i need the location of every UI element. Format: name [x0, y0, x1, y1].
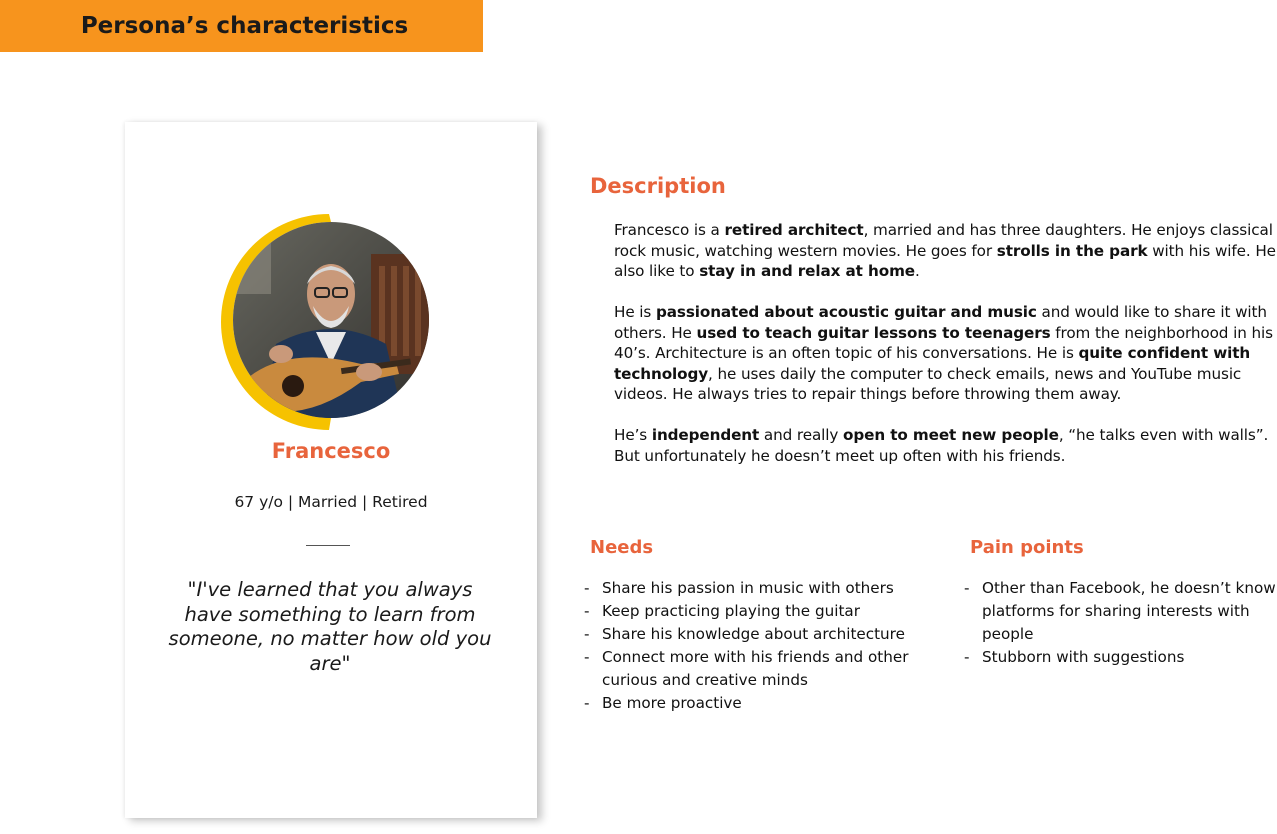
needs-item-text: Connect more with his friends and other curious and creative minds — [602, 648, 909, 689]
needs-item-text: Keep practicing playing the guitar — [602, 602, 860, 620]
needs-item-text: Share his passion in music with others — [602, 579, 894, 597]
description-text: Francesco is a — [614, 221, 725, 239]
description-text: and really — [759, 426, 844, 444]
description-highlight: retired architect — [724, 221, 864, 239]
persona-card — [125, 122, 537, 818]
bullet-dash-icon: - — [584, 579, 590, 597]
pain-point-item-text: Other than Facebook, he doesn’t know platforms for sharing interests with people — [982, 579, 1276, 643]
pain-point-item-text: Stubborn with suggestions — [982, 648, 1185, 666]
needs-list — [584, 577, 914, 715]
description-body — [614, 220, 1277, 487]
description-text: from the neighborhood in his 40’s. Architecture is an often topic of his conversations. He is — [614, 323, 1273, 362]
description-text: and would like to share it with others. He — [614, 303, 1267, 342]
pain-points-list — [964, 577, 1276, 669]
needs-item — [584, 646, 914, 692]
description-text: with his wife. He also like to — [614, 241, 1276, 280]
description-text: , married and has three daughters. He enjoys classical rock music, watching western movies. He goes for — [614, 221, 1273, 260]
bullet-dash-icon: - — [964, 579, 970, 597]
needs-item — [584, 600, 914, 623]
persona-quote: "I've learned that you always have something to learn from someone, no matter how old you are" — [168, 578, 492, 675]
description-text: , “he talks even with walls”. But unfortunately he doesn’t meet up often with his friends. — [614, 426, 1269, 465]
description-text: , he uses daily the computer to check emails, news and YouTube music videos. He always tries to repair things before throwing them away. — [614, 364, 1242, 403]
description-paragraph — [614, 220, 1277, 282]
description-text: He is — [614, 303, 656, 321]
pain-point-item — [964, 577, 1276, 646]
description-highlight: used to teach guitar lessons to teenagers — [696, 323, 1051, 342]
bullet-dash-icon: - — [584, 602, 590, 620]
persona-name: Francesco — [271, 439, 391, 463]
bullet-dash-icon: - — [584, 648, 590, 666]
bullet-dash-icon: - — [964, 648, 970, 666]
description-paragraph — [614, 302, 1277, 405]
persona-meta: 67 y/o | Married | Retired — [234, 493, 428, 511]
description-highlight: strolls in the park — [996, 241, 1148, 260]
header-tab — [0, 0, 483, 52]
description-paragraph — [614, 425, 1277, 466]
description-highlight: passionated about acoustic guitar and music — [655, 303, 1037, 321]
needs-item-text: Be more proactive — [602, 694, 742, 712]
description-highlight: stay in and relax at home — [699, 262, 915, 280]
description-highlight: open to meet new people — [843, 426, 1059, 444]
description-text: . — [915, 262, 920, 280]
needs-item-text: Share his knowledge about architecture — [602, 625, 905, 643]
bullet-dash-icon: - — [584, 625, 590, 643]
page-title: Persona’s characteristics — [80, 13, 409, 39]
avatar — [221, 214, 437, 430]
divider — [306, 545, 350, 546]
persona-photo — [221, 214, 437, 430]
description-title: Description — [590, 174, 726, 198]
needs-title: Needs — [590, 537, 654, 558]
bullet-dash-icon: - — [584, 694, 590, 712]
needs-item — [584, 577, 914, 600]
pain-point-item — [964, 646, 1276, 669]
needs-item — [584, 692, 914, 715]
pain-points-title: Pain points — [970, 537, 1084, 558]
description-text: He’s — [614, 426, 652, 444]
needs-item — [584, 623, 914, 646]
description-highlight: independent — [651, 426, 760, 444]
description-highlight: quite confident with technology — [614, 344, 1251, 383]
